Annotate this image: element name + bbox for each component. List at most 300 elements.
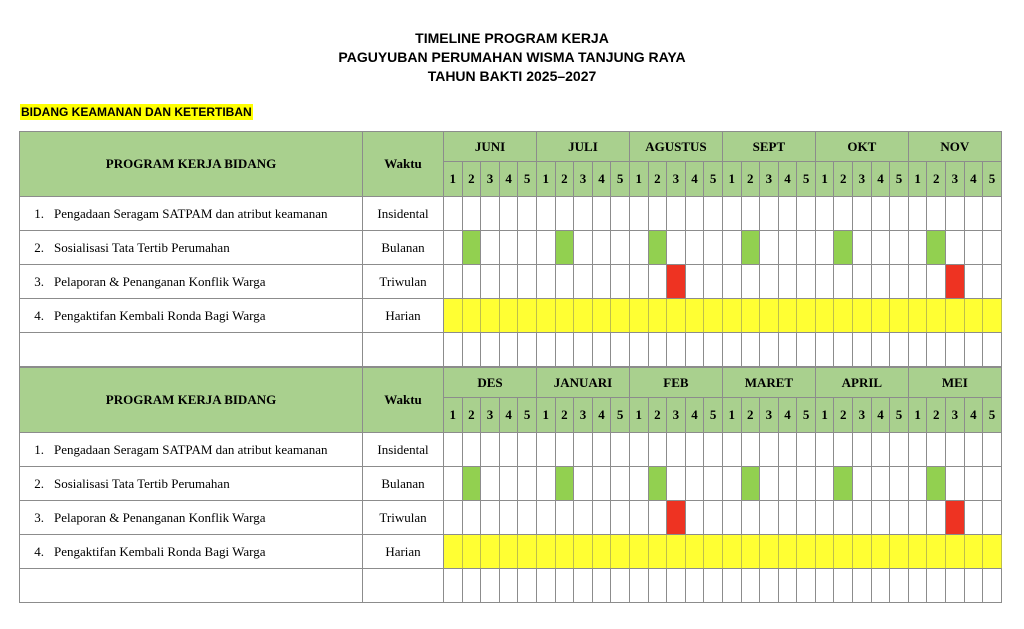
program-name: Pengadaan Seragam SATPAM dan atribut keamanan — [54, 205, 328, 221]
schedule-cell — [853, 265, 872, 299]
schedule-cell — [722, 433, 741, 467]
schedule-cell — [518, 265, 537, 299]
schedule-mark — [444, 535, 463, 569]
schedule-mark — [685, 535, 704, 569]
program-number: 2. — [34, 239, 44, 255]
schedule-cell — [722, 265, 741, 299]
schedule-mark — [722, 535, 741, 569]
schedule-cell — [815, 231, 834, 265]
schedule-mark — [629, 299, 648, 333]
schedule-cell — [797, 569, 816, 603]
table-row — [20, 299, 1002, 333]
week-header: 2 — [927, 162, 946, 197]
schedule-cell — [518, 197, 537, 231]
week-header: 2 — [462, 162, 481, 197]
schedule-mark — [574, 299, 593, 333]
schedule-cell — [722, 569, 741, 603]
schedule-cell — [834, 569, 853, 603]
frequency-cell: Harian — [363, 299, 444, 333]
schedule-mark — [667, 535, 686, 569]
schedule-cell — [797, 265, 816, 299]
schedule-cell — [444, 433, 463, 467]
schedule-mark — [871, 535, 890, 569]
schedule-mark — [462, 299, 481, 333]
schedule-cell — [555, 501, 574, 535]
waktu-header: Waktu — [363, 132, 444, 197]
schedule-cell — [834, 265, 853, 299]
schedule-mark — [741, 535, 760, 569]
schedule-mark — [815, 535, 834, 569]
schedule-mark — [685, 299, 704, 333]
schedule-cell — [983, 197, 1002, 231]
schedule-cell — [592, 265, 611, 299]
schedule-mark — [648, 231, 667, 265]
schedule-cell — [927, 265, 946, 299]
schedule-cell — [983, 501, 1002, 535]
schedule-cell — [834, 333, 853, 367]
week-header: 2 — [648, 398, 667, 433]
schedule-cell — [983, 433, 1002, 467]
schedule-cell — [574, 467, 593, 501]
month-header: JULI — [536, 132, 629, 162]
schedule-mark — [722, 299, 741, 333]
week-header: 4 — [871, 398, 890, 433]
schedule-mark — [946, 535, 965, 569]
schedule-cell — [722, 467, 741, 501]
schedule-cell — [927, 569, 946, 603]
schedule-cell — [592, 333, 611, 367]
schedule-cell — [871, 333, 890, 367]
schedule-mark — [778, 299, 797, 333]
schedule-cell — [778, 501, 797, 535]
program-cell — [20, 265, 363, 299]
table-row — [20, 265, 1002, 299]
schedule-cell — [667, 569, 686, 603]
schedule-cell — [908, 569, 927, 603]
week-header: 3 — [481, 398, 500, 433]
frequency-cell: Triwulan — [363, 501, 444, 535]
schedule-mark — [927, 535, 946, 569]
schedule-cell — [667, 231, 686, 265]
schedule-mark — [704, 535, 723, 569]
week-header: 2 — [834, 398, 853, 433]
program-cell — [20, 535, 363, 569]
schedule-mark — [667, 265, 686, 299]
schedule-cell — [983, 569, 1002, 603]
table-row — [20, 231, 1002, 265]
schedule-cell — [592, 501, 611, 535]
week-header: 4 — [592, 398, 611, 433]
schedule-cell — [853, 433, 872, 467]
program-cell — [20, 333, 363, 367]
section-label: BIDANG KEAMANAN DAN KETERTIBAN — [21, 105, 252, 119]
schedule-cell — [853, 467, 872, 501]
schedule-cell — [499, 197, 518, 231]
schedule-cell — [685, 501, 704, 535]
timeline-table-2 — [19, 367, 1002, 603]
schedule-cell — [648, 265, 667, 299]
schedule-mark — [555, 467, 574, 501]
schedule-cell — [462, 333, 481, 367]
schedule-cell — [722, 501, 741, 535]
frequency-cell: Bulanan — [363, 467, 444, 501]
schedule-cell — [908, 467, 927, 501]
schedule-mark — [741, 299, 760, 333]
week-header: 5 — [983, 398, 1002, 433]
schedule-cell — [741, 197, 760, 231]
schedule-cell — [871, 433, 890, 467]
schedule-cell — [797, 333, 816, 367]
week-header: 4 — [964, 162, 983, 197]
month-header: FEB — [629, 368, 722, 398]
schedule-cell — [853, 569, 872, 603]
program-number: 2. — [34, 475, 44, 491]
schedule-cell — [629, 569, 648, 603]
schedule-cell — [574, 197, 593, 231]
schedule-cell — [499, 231, 518, 265]
schedule-cell — [462, 265, 481, 299]
week-header: 1 — [908, 398, 927, 433]
schedule-cell — [667, 467, 686, 501]
schedule-cell — [536, 433, 555, 467]
frequency-cell: Harian — [363, 535, 444, 569]
schedule-mark — [946, 265, 965, 299]
schedule-cell — [964, 265, 983, 299]
month-header: AGUSTUS — [629, 132, 722, 162]
schedule-cell — [611, 265, 630, 299]
week-header: 1 — [444, 398, 463, 433]
schedule-mark — [927, 231, 946, 265]
frequency-cell — [363, 333, 444, 367]
schedule-cell — [629, 467, 648, 501]
schedule-cell — [555, 433, 574, 467]
schedule-cell — [722, 333, 741, 367]
schedule-cell — [629, 265, 648, 299]
schedule-cell — [815, 501, 834, 535]
schedule-cell — [499, 265, 518, 299]
schedule-cell — [611, 197, 630, 231]
schedule-mark — [908, 535, 927, 569]
schedule-cell — [983, 333, 1002, 367]
schedule-mark — [462, 467, 481, 501]
schedule-cell — [946, 433, 965, 467]
schedule-cell — [518, 333, 537, 367]
schedule-cell — [667, 433, 686, 467]
schedule-mark — [778, 535, 797, 569]
timeline-table-1 — [19, 131, 1002, 367]
week-header: 1 — [722, 398, 741, 433]
week-header: 1 — [722, 162, 741, 197]
week-header: 1 — [536, 398, 555, 433]
schedule-cell — [481, 333, 500, 367]
program-number: 3. — [34, 273, 44, 289]
schedule-cell — [648, 333, 667, 367]
schedule-cell — [741, 501, 760, 535]
schedule-cell — [499, 501, 518, 535]
schedule-mark — [499, 535, 518, 569]
schedule-cell — [685, 197, 704, 231]
frequency-cell: Insidental — [363, 433, 444, 467]
schedule-cell — [927, 433, 946, 467]
schedule-mark — [574, 535, 593, 569]
program-number: 4. — [34, 543, 44, 559]
schedule-mark — [648, 299, 667, 333]
schedule-cell — [815, 467, 834, 501]
schedule-cell — [890, 467, 909, 501]
schedule-cell — [741, 265, 760, 299]
week-header: 1 — [815, 162, 834, 197]
schedule-cell — [648, 569, 667, 603]
schedule-cell — [685, 231, 704, 265]
schedule-cell — [871, 467, 890, 501]
schedule-cell — [592, 467, 611, 501]
schedule-cell — [518, 433, 537, 467]
program-header: PROGRAM KERJA BIDANG — [20, 132, 363, 197]
schedule-cell — [704, 333, 723, 367]
table-row — [20, 535, 1002, 569]
schedule-cell — [685, 333, 704, 367]
week-header: 4 — [778, 162, 797, 197]
week-header: 5 — [704, 162, 723, 197]
schedule-cell — [760, 569, 779, 603]
schedule-cell — [778, 265, 797, 299]
schedule-cell — [629, 501, 648, 535]
schedule-cell — [815, 265, 834, 299]
table-row — [20, 197, 1002, 231]
month-header: NOV — [908, 132, 1001, 162]
schedule-cell — [481, 231, 500, 265]
schedule-cell — [908, 433, 927, 467]
schedule-mark — [592, 299, 611, 333]
week-header: 1 — [536, 162, 555, 197]
schedule-cell — [778, 433, 797, 467]
program-cell — [20, 231, 363, 265]
program-name: Pengaktifan Kembali Ronda Bagi Warga — [54, 543, 266, 559]
schedule-cell — [444, 197, 463, 231]
schedule-cell — [704, 501, 723, 535]
schedule-cell — [611, 501, 630, 535]
schedule-mark — [444, 299, 463, 333]
schedule-mark — [871, 299, 890, 333]
program-cell — [20, 299, 363, 333]
program-cell — [20, 569, 363, 603]
schedule-cell — [704, 467, 723, 501]
schedule-mark — [462, 231, 481, 265]
program-cell — [20, 433, 363, 467]
week-header: 4 — [685, 398, 704, 433]
week-header: 3 — [574, 398, 593, 433]
schedule-cell — [481, 197, 500, 231]
schedule-cell — [481, 467, 500, 501]
schedule-cell — [444, 569, 463, 603]
week-header: 3 — [667, 398, 686, 433]
schedule-cell — [927, 333, 946, 367]
schedule-cell — [685, 433, 704, 467]
schedule-cell — [834, 197, 853, 231]
schedule-mark — [946, 501, 965, 535]
week-header: 4 — [964, 398, 983, 433]
schedule-cell — [629, 433, 648, 467]
schedule-mark — [667, 299, 686, 333]
program-number: 4. — [34, 307, 44, 323]
schedule-cell — [574, 501, 593, 535]
program-name: Sosialisasi Tata Tertib Perumahan — [54, 239, 230, 255]
schedule-cell — [778, 569, 797, 603]
schedule-cell — [499, 467, 518, 501]
program-name: Pengadaan Seragam SATPAM dan atribut keamanan — [54, 441, 328, 457]
schedule-cell — [685, 467, 704, 501]
schedule-mark — [555, 231, 574, 265]
schedule-cell — [462, 197, 481, 231]
schedule-cell — [444, 333, 463, 367]
schedule-cell — [667, 197, 686, 231]
schedule-cell — [964, 197, 983, 231]
week-header: 5 — [518, 398, 537, 433]
schedule-cell — [481, 433, 500, 467]
week-header: 5 — [611, 162, 630, 197]
week-header: 3 — [760, 162, 779, 197]
schedule-cell — [648, 433, 667, 467]
schedule-cell — [834, 433, 853, 467]
schedule-mark — [964, 535, 983, 569]
week-header: 2 — [462, 398, 481, 433]
schedule-cell — [908, 333, 927, 367]
schedule-cell — [722, 231, 741, 265]
schedule-cell — [890, 197, 909, 231]
schedule-cell — [890, 333, 909, 367]
week-header: 1 — [629, 162, 648, 197]
schedule-cell — [667, 333, 686, 367]
schedule-cell — [555, 569, 574, 603]
month-header: SEPT — [722, 132, 815, 162]
week-header: 4 — [499, 398, 518, 433]
program-number: 1. — [34, 205, 44, 221]
schedule-cell — [648, 501, 667, 535]
week-header: 4 — [778, 398, 797, 433]
schedule-mark — [648, 535, 667, 569]
schedule-cell — [518, 569, 537, 603]
schedule-cell — [704, 569, 723, 603]
schedule-cell — [611, 433, 630, 467]
schedule-cell — [983, 231, 1002, 265]
week-header: 1 — [815, 398, 834, 433]
schedule-cell — [574, 333, 593, 367]
schedule-mark — [592, 535, 611, 569]
schedule-cell — [983, 265, 1002, 299]
table-row — [20, 467, 1002, 501]
schedule-mark — [760, 535, 779, 569]
frequency-cell: Bulanan — [363, 231, 444, 265]
schedule-cell — [797, 197, 816, 231]
schedule-mark — [518, 535, 537, 569]
schedule-cell — [499, 569, 518, 603]
schedule-mark — [555, 535, 574, 569]
program-name: Pelaporan & Penanganan Konflik Warga — [54, 273, 266, 289]
month-header: JANUARI — [536, 368, 629, 398]
schedule-cell — [946, 231, 965, 265]
schedule-cell — [518, 467, 537, 501]
week-header: 5 — [890, 162, 909, 197]
week-header: 2 — [648, 162, 667, 197]
schedule-cell — [444, 231, 463, 265]
schedule-mark — [648, 467, 667, 501]
week-header: 2 — [741, 398, 760, 433]
schedule-cell — [760, 333, 779, 367]
schedule-cell — [462, 433, 481, 467]
schedule-cell — [444, 467, 463, 501]
schedule-cell — [778, 231, 797, 265]
title-line-1: TIMELINE PROGRAM KERJA — [415, 30, 609, 46]
schedule-mark — [611, 535, 630, 569]
month-header: APRIL — [815, 368, 908, 398]
week-header: 5 — [797, 162, 816, 197]
week-header: 4 — [592, 162, 611, 197]
program-number: 3. — [34, 509, 44, 525]
schedule-cell — [629, 231, 648, 265]
schedule-cell — [964, 467, 983, 501]
week-header: 1 — [629, 398, 648, 433]
schedule-cell — [853, 333, 872, 367]
week-header: 3 — [667, 162, 686, 197]
schedule-mark — [611, 299, 630, 333]
schedule-cell — [778, 333, 797, 367]
schedule-mark — [481, 535, 500, 569]
schedule-cell — [555, 197, 574, 231]
schedule-cell — [481, 569, 500, 603]
schedule-cell — [536, 501, 555, 535]
schedule-cell — [797, 433, 816, 467]
week-header: 4 — [871, 162, 890, 197]
schedule-cell — [574, 231, 593, 265]
schedule-cell — [815, 433, 834, 467]
schedule-cell — [536, 197, 555, 231]
schedule-mark — [927, 299, 946, 333]
schedule-mark — [834, 231, 853, 265]
schedule-cell — [778, 467, 797, 501]
frequency-cell: Insidental — [363, 197, 444, 231]
schedule-cell — [536, 569, 555, 603]
waktu-header: Waktu — [363, 368, 444, 433]
month-header: MEI — [908, 368, 1001, 398]
week-header: 2 — [555, 398, 574, 433]
week-header: 3 — [760, 398, 779, 433]
program-name: Pengaktifan Kembali Ronda Bagi Warga — [54, 307, 266, 323]
schedule-cell — [574, 433, 593, 467]
frequency-cell: Triwulan — [363, 265, 444, 299]
schedule-cell — [592, 197, 611, 231]
schedule-mark — [481, 299, 500, 333]
week-header: 3 — [481, 162, 500, 197]
schedule-cell — [481, 265, 500, 299]
schedule-cell — [834, 501, 853, 535]
schedule-mark — [555, 299, 574, 333]
week-header: 3 — [946, 162, 965, 197]
schedule-cell — [536, 265, 555, 299]
schedule-cell — [908, 231, 927, 265]
schedule-cell — [853, 197, 872, 231]
schedule-cell — [871, 197, 890, 231]
schedule-cell — [890, 265, 909, 299]
schedule-mark — [629, 535, 648, 569]
schedule-cell — [499, 333, 518, 367]
schedule-cell — [611, 333, 630, 367]
schedule-mark — [964, 299, 983, 333]
schedule-mark — [704, 299, 723, 333]
schedule-cell — [444, 265, 463, 299]
program-number: 1. — [34, 441, 44, 457]
schedule-mark — [462, 535, 481, 569]
schedule-cell — [611, 569, 630, 603]
